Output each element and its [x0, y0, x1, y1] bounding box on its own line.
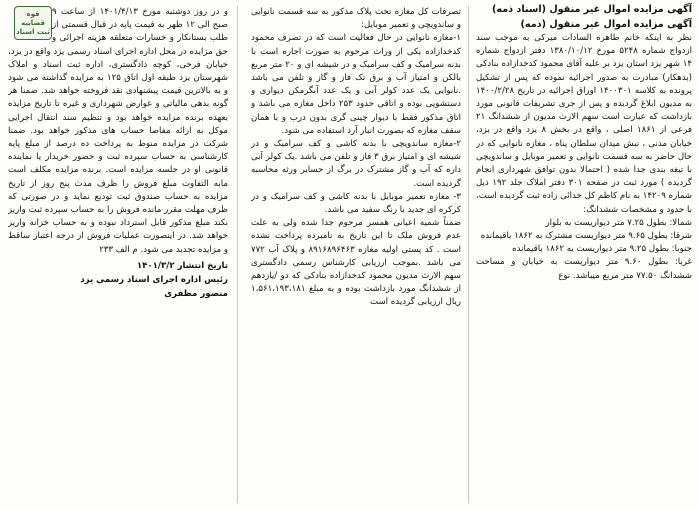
publish-date: تاریخ انتشار ۱۴۰۱/۳/۲	[136, 260, 228, 271]
notice-column-middle	[251, 6, 461, 509]
logo-text-secondary: ثبت اسناد	[16, 28, 50, 36]
notice-title: آگهی مزایده اموال غیر منقول (اسناد ذمه)	[492, 4, 692, 15]
column-divider	[237, 6, 238, 503]
bound-north: شمالا: بطول ۷.۲۵ متر دیواریست به بلوار	[545, 217, 692, 228]
usage-bakery: ۱-مغازه نانوایی در حال فعالیت است که در تصرف محمود کدخدازاده یکی از وراث مرحوم به صورت اجاره است با بدنه سرامیک و کف سرامیک و در شیشه ای و ۲۰ متر مربع بالکن و امتیاز آب و برق تک فاز و گاز و تلفن می باشد .نانوایی یک عدد کولر آبی و یک عدد آبگرمکن دیواری و دستشویی بوده و اتاقی حدود ۲۵۳ داخل مغازه می باشد و اتاق مذکور فقط با دیوار چینی گری بدون درب و با همان سقف مغازه که بصورت انبار آرد استفاده می شود.	[251, 33, 461, 136]
signer-name: منصور مظفری	[164, 288, 228, 299]
auction-terms: و در روز دوشنبه مورخ ۱۴۰۱/۴/۱۳ از ساعت ۹ صبح الی ۱۲ ظهر به قیمت پایه در قبال قسمتی از طلب بستانکار و خسارات متعلقه هزینه اجرائی و حق مزایده در محل اداره اجرای اسناد رسمی یزد واقع در یزد، خیابان فرخی، کوچه دادگستری، اداره ثبت اسناد و املاک شهرستان یزد طبقه اول اتاق ۱۲۵ به مزایده گذاشته می شود و به بالاترین قیمت پیشنهادی نقد فروخته خواهد شد. ضمنا هر گونه بدهی مالیاتی و عوارض شهرداری و غیره تا تاریخ مزایده بعهده برنده مزایده خواهد بود و تنظیم سند انتقال اجرایی موکل به ارائه مفاصا حساب های مذکور خواهد بود. ضمنا شرکت در مزایده منوط به پرداخت ده درصد از مبلغ پایه کارشناسی به حساب سپرده ثبت و حضور خریدار یا نماینده قانونی او در جلسه مزایده است. برنده مزایده مکلف است مابه التفاوت مبلغ فروش را ظرف مدت پنج روز از تاریخ مزایده به حساب صندوق ثبت تودیع نماید و در صورتی که ظرف مهلت مقرر مانده فروش را به حساب سپرده ثبت واریز نکند مبلغ مذکور قابل استرداد نبوده و به حساب خزانه واریز خواهد شد. در اینصورت عملیات فروش از درجه اعتبار ساقط و مزایده تجدید می شود. م الف ۲۳۳	[8, 7, 228, 255]
notice-body-intro: نظر به اینکه خانم طاهره السادات میرکی به موجب سند ازدواج شماره ۵۲۴۸ مورخ ۱۳۸۰/۱۰/۱۲ دفتر ازدواج شماره ۱۴ شهر یزد استان یزد بر علیه آقای محمود کدخدازاده بنادکی (بدهکار) مبادرت به صدور اجرائیه نموده که پس از تشکیل پرونده به کلاسه ۱۴۰۰۳۰۱ اوراق اجرائیه در تاریخ ۱۴۰۰/۲/۲۸ به مدیون ابلاغ گردیده و پس از جری تشریفات قانونی مورد بازداشت که عبارت است سهم الارث مدیون از ششدانگ ۲۱ فرعی از ۱۸۶۱ اصلی ، واقع در بخش ۸ یزد واقع در یزد، خیابان مدنی ، نبش میدان سلطان پناه ، مغازه نانوایی که در حال حاضر به سه قسمت نانوایی و تعمیر موبایل و ساندویچی با تیغه بندی جدا شده ( احتمالا بدون توافق شهرداری انجام گردیده ) مورد ثبت در صفحه ۳۰۱ دفتر املاک جلد ۱۹۲ ذیل شماره ۱۴۲۰۹ به نام کاظم کل خدائی زاده ثبت گردیده است، با حدود و مشخصات ششدانگ:	[476, 33, 692, 215]
bound-south: جنوبا: بطول ۹.۲۵ متر دیواریست به ۱۸۶۲ باقیمانده	[512, 244, 692, 255]
bound-east: شرقا: بطول ۹.۶۵ متر دیواریست مشترک به ۱۸۶۲ باقیمانده	[480, 231, 692, 242]
appraisal-text: ضمناً شمیه اعیانی همسر مرحوم جدا شده ولی به علت عدم فروش ملک تا این تاریخ به نامبرده پرداخت نشده است . کد پستی اولیه مغازه ۸۹۱۶۸۹۶۴۶۳ و پلاک آب ۷۷۲ می باشد .بموجب ارزیابی کارشناس رسمی دادگستری سهم الارث مدیون محمود کدخدازاده بنادکی که دو /یازدهم از ششدانگ مورد بازداشت بوده و به مبلغ ۱،۵۶۱،۱۹۳،۱۸۱ ریال ارزیابی گردیده است	[251, 218, 461, 308]
signature-block	[8, 259, 228, 301]
logo-text: قوه قضاییه	[21, 10, 45, 27]
bound-west: غربا: بطول ۹.۶۰ متر دیواریست به خیابان و مساحت ششدانگ ۷۷.۵۰ متر مربع میباشد. نوع	[476, 257, 692, 281]
column-divider	[468, 6, 469, 503]
usage-sandwich: ۲-مغازه ساندویچی با بدنه کاشی و کف سرامیک و در شیشه ای و امتیاز برق ۳ فاز و تلفن می باشد .یک کولر آبی داره که آب و گاز مشترک در برگ از حسابر ورثه محاسبه گردیده است.	[251, 139, 461, 189]
signer-title: رئیس اداره اجرای اسناد رسمی یزد	[80, 274, 228, 285]
notice-subtitle: آگهی مزایده اموال غیر منقول (ذمه)	[520, 19, 692, 30]
usage-mobile-repair: ۳- مغازه تعمیر موبایل با بدنه کاشی و کف سرامیک و در کرکره ای جدید با رنگ سفید می باشد.	[251, 191, 461, 216]
notice-column-left	[8, 6, 228, 509]
notice-column-right	[476, 2, 692, 509]
judiciary-logo	[14, 6, 52, 40]
usage-intro: تصرفات کل مغازه تحت پلاک مذکور به سه قسمت نانوایی و ساندویچی و تعمیر موبایل:	[251, 7, 461, 31]
